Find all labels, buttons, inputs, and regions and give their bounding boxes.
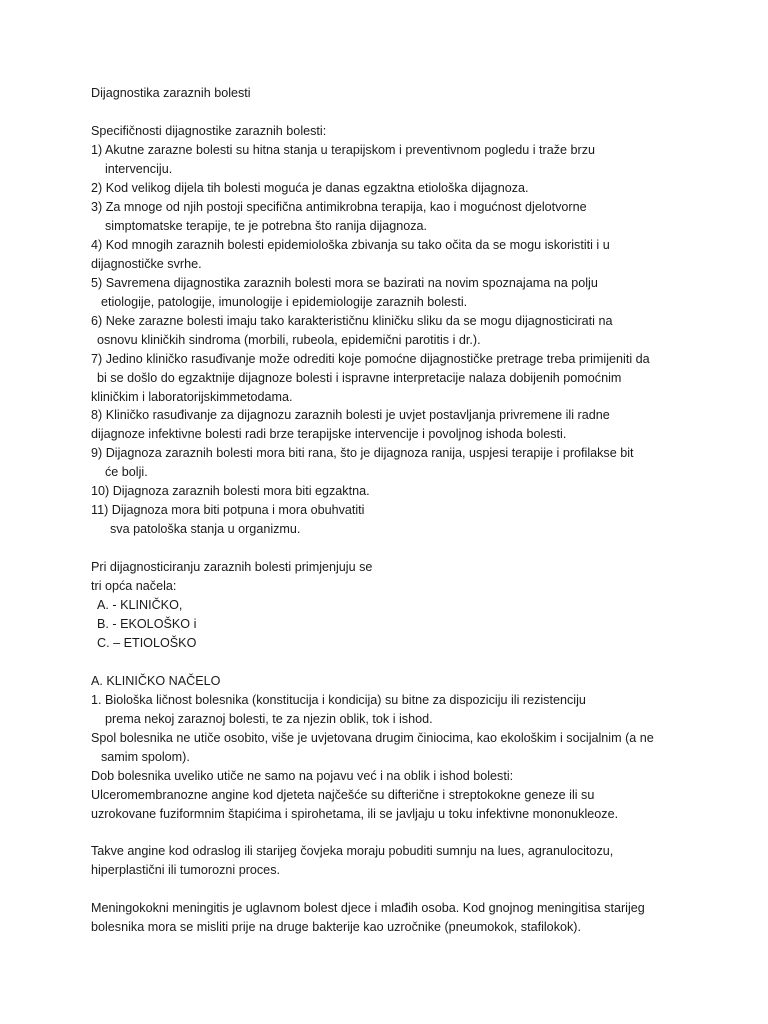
text-line: Dob bolesnika uveliko utiče ne samo na pojavu već i na oblik i ishod bolesti: — [91, 769, 514, 783]
text-line: Meningokokni meningitis je uglavnom bolest djece i mlađih osoba. Kod gnojnog meningitisa starijeg — [91, 901, 645, 915]
text-line: prema nekoj zaraznoj bolesti, te za njezin oblik, tok i ishod. — [105, 712, 433, 726]
document-title: Dijagnostika zaraznih bolesti — [91, 86, 251, 100]
text-line: 3) Za mnoge od njih postoji specifična antimikrobna terapija, kao i mogućnost djelotvorne — [91, 200, 587, 214]
text-line: uzrokovane fuziformnim štapićima i spirohetama, ili se javljaju u toku infektivne mononukleoze. — [91, 807, 619, 821]
text-line: sva patološka stanja u organizmu. — [110, 522, 301, 536]
text-line: 4) Kod mnogih zaraznih bolesti epidemiološka zbivanja su tako očita da se mogu iskoristiti i u — [91, 238, 610, 252]
text-line: 11) Dijagnoza mora biti potpuna i mora obuhvatiti — [91, 503, 365, 517]
text-line: osnovu kliničkih sindroma (morbili, rubeola, epidemični parotitis i dr.). — [97, 333, 481, 347]
text-line: tri opća načela: — [91, 579, 177, 593]
text-line: simptomatske terapije, te je potrebna što ranija dijagnoza. — [105, 219, 428, 233]
section-heading: A. KLINIČKO NAČELO — [91, 674, 221, 688]
text-line: Pri dijagnosticiranju zaraznih bolesti primjenjuju se — [91, 560, 373, 574]
text-line: 6) Neke zarazne bolesti imaju tako karakterističnu kliničku sliku da se mogu dijagnosticirati na — [91, 314, 613, 328]
text-line: kliničkim i laboratorijskimmetodama. — [91, 390, 293, 404]
text-line: intervenciju. — [105, 162, 173, 176]
text-line: 8) Kliničko rasuđivanje za dijagnozu zaraznih bolesti je uvjet postavljanja privremene ili radne — [91, 408, 610, 422]
text-line: etiologije, patologije, imunologije i epidemiologije zaraznih bolesti. — [101, 295, 468, 309]
text-line: 1. Biološka ličnost bolesnika (konstitucija i kondicija) su bitne za dispoziciju ili rezistenciju — [91, 693, 586, 707]
text-line: bolesnika mora se misliti prije na druge bakterije kao uzročnike (pneumokok, stafilokok). — [91, 920, 581, 934]
text-line: Ulceromembranozne angine kod djeteta najčešće su difterične i streptokokne geneze ili su — [91, 788, 595, 802]
text-line: samim spolom). — [101, 750, 190, 764]
text-line: 5) Savremena dijagnostika zaraznih bolesti mora se bazirati na novim spoznajama na polju — [91, 276, 598, 290]
text-line: 7) Jedino kliničko rasuđivanje može odrediti koje pomoćne dijagnostičke pretrage treba primijeniti da — [91, 352, 650, 366]
list-item: A. - KLINIČKO, — [97, 598, 183, 612]
text-line: dijagnostičke svrhe. — [91, 257, 202, 271]
text-line: 10) Dijagnoza zaraznih bolesti mora biti egzaktna. — [91, 484, 370, 498]
text-line: Spol bolesnika ne utiče osobito, više je uvjetovana drugim činiocima, kao ekološkim i socijalnim (a ne — [91, 731, 654, 745]
list-item: C. – ETIOLOŠKO — [97, 636, 197, 650]
text-line: bi se došlo do egzaktnije dijagnoze bolesti i ispravne interpretacije nalaza dobijenih pomoćnim — [97, 371, 622, 385]
section-heading: Specifičnosti dijagnostike zaraznih bolesti: — [91, 124, 327, 138]
text-line: 1) Akutne zarazne bolesti su hitna stanja u terapijskom i preventivnom pogledu i traže brzu — [91, 143, 596, 157]
text-line: Takve angine kod odraslog ili starijeg čovjeka moraju pobuditi sumnju na lues, agranulocitozu, — [91, 844, 614, 858]
text-line: hiperplastični ili tumorozni proces. — [91, 863, 280, 877]
text-line: dijagnoze infektivne bolesti radi brze terapijske intervencije i povoljnog ishoda bolesti. — [91, 427, 567, 441]
list-item: B. - EKOLOŠKO i — [97, 617, 197, 631]
text-line: će bolji. — [105, 465, 148, 479]
text-line: 2) Kod velikog dijela tih bolesti moguća je danas egzaktna etiološka dijagnoza. — [91, 181, 529, 195]
text-line: 9) Dijagnoza zaraznih bolesti mora biti rana, što je dijagnoza ranija, uspjesi terapije i profilakse bit — [91, 446, 634, 460]
